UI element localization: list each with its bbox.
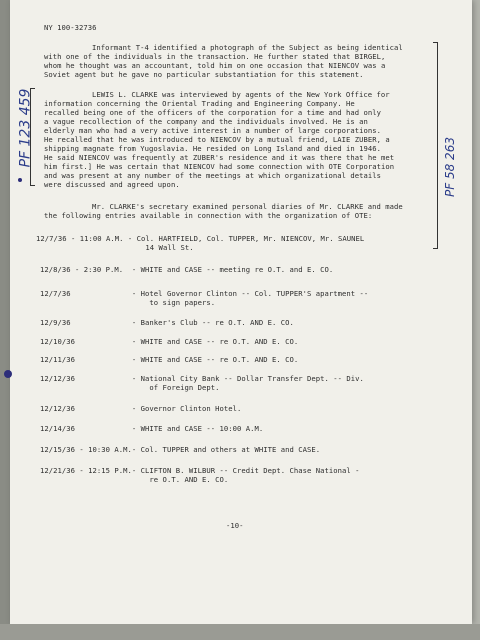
diary-entry: 12/12/36 - National City Bank -- Dollar Transfer Dept. -- Div. — [40, 374, 364, 383]
para1-line: Informant T-4 identified a photograph of the Subject as being identical — [92, 43, 403, 52]
para2-line: He said NIENCOV was frequently at ZUBER's residence and it was there that he met — [44, 153, 395, 162]
para1-line: with one of the individuals in the transaction. He further stated that BIRGEL, — [44, 52, 386, 61]
diary-entry-cont: 14 Wall St. — [36, 243, 194, 252]
diary-entry-cont: re O.T. AND E. CO. — [40, 475, 229, 484]
handwritten-file-ref-left: PF 123 459 — [17, 88, 34, 168]
para3-line: the following entries available in connection with the organization of OTE: — [44, 211, 373, 220]
handwritten-file-ref-right: PF 58 263 — [442, 137, 457, 197]
para2-line: were discussed and agreed upon. — [44, 180, 180, 189]
para1-line: whom he thought was an accountant, told him on one occasion that NIENCOV was a — [44, 61, 386, 70]
para2-line: and was present at any number of the meetings at which organizational details — [44, 171, 382, 180]
diary-entry: 12/9/36 - Banker's Club -- re O.T. AND E. CO. — [40, 318, 294, 327]
diary-entry: 12/15/36 - 10:30 A.M.- Col. TUPPER and others at WHITE and CASE. — [40, 445, 321, 454]
para2-line: He recalled that he was introduced to NIENCOV by a mutual friend, LAIE ZUBER, a — [44, 135, 390, 144]
diary-entry: 12/12/36 - Governor Clinton Hotel. — [40, 404, 242, 413]
diary-entry: 12/7/36 - 11:00 A.M. - Col. HARTFIELD, Col. TUPPER, Mr. NIENCOV, Mr. SAUNEL — [36, 234, 365, 243]
diary-entry: 12/21/36 - 12:15 P.M.- CLIFTON B. WILBUR -- Credit Dept. Chase National - — [40, 466, 360, 475]
diary-entry: 12/10/36 - WHITE and CASE -- re O.T. AND E. CO. — [40, 337, 299, 346]
diary-entry-cont: of Foreign Dept. — [40, 383, 220, 392]
right-bracket — [433, 42, 438, 249]
para2-line: shipping magnate from Yugoslavia. He resided on Long Island and died in 1946. — [44, 144, 382, 153]
page-edge-bottom — [0, 624, 480, 640]
diary-entry: 12/14/36 - WHITE and CASE -- 10:00 A.M. — [40, 424, 264, 433]
page-number: -10- — [226, 521, 244, 530]
diary-entry: 12/11/36 - WHITE and CASE -- re O.T. AND E. CO. — [40, 355, 299, 364]
diary-entry: 12/8/36 - 2:30 P.M. - WHITE and CASE -- meeting re O.T. and E. CO. — [40, 265, 334, 274]
para2-line: information concerning the Oriental Trading and Engineering Company. He — [44, 99, 355, 108]
para2-line: recalled being one of the officers of the corporation for a time and had only — [44, 108, 382, 117]
para1-line: Soviet agent but he gave no particular substantiation for this statement. — [44, 70, 364, 79]
file-number: NY 100-32736 — [44, 23, 97, 32]
para2-line: LEWIS L. CLARKE was interviewed by agents of the New York Office for — [92, 90, 390, 99]
ink-mark — [18, 178, 22, 182]
diary-entry: 12/7/36 - Hotel Governor Clinton -- Col. TUPPER'S apartment -- — [40, 289, 369, 298]
para2-line: elderly man who had a very active interest in a number of large corporations. — [44, 126, 382, 135]
para2-line: him first.] He was certain that NIENCOV had some connection with OTE Corporation — [44, 162, 395, 171]
diary-entry-cont: to sign papers. — [40, 298, 216, 307]
para3-line: Mr. CLARKE's secretary examined personal diaries of Mr. CLARKE and made — [92, 202, 403, 211]
ink-mark — [4, 370, 12, 378]
para2-line: a vague recollection of the company and the individuals involved. He is an — [44, 117, 368, 126]
